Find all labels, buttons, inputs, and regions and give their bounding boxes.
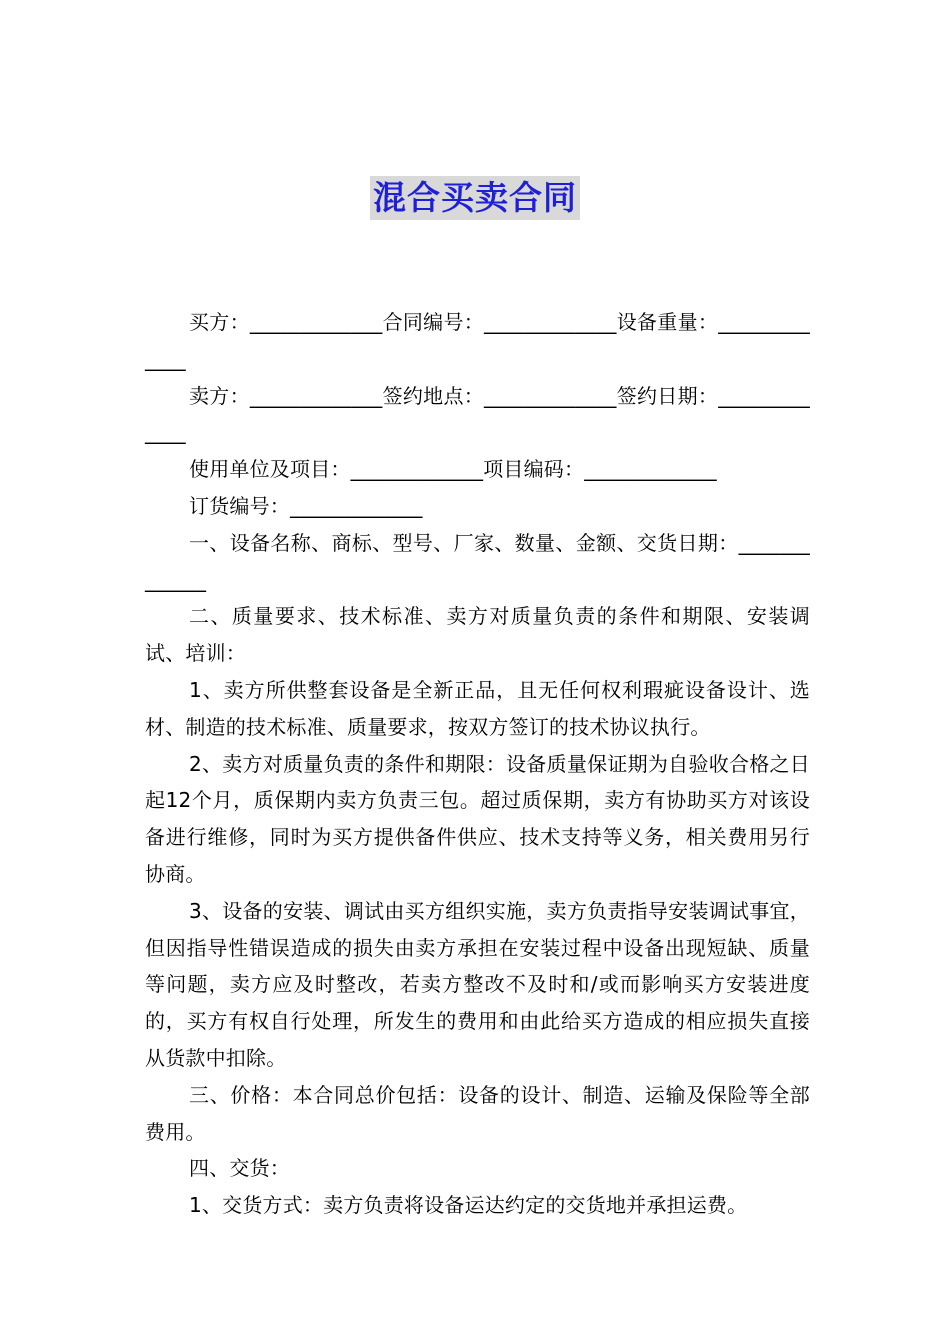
section-2-heading: 二、质量要求、技术标准、卖方对质量负责的条件和期限、安装调试、培训： xyxy=(145,604,810,666)
clause-2-2: 2、卖方对质量负责的条件和期限：设备质量保证期为自验收合格之日起12个月，质保期内卖方负责三包。超过质保期，卖方有协助买方对该设备进行维修，同时为买方提供备件供应、技术支持等义务，相关费用另行协商。 xyxy=(145,751,810,886)
document-title: 混合买卖合同 xyxy=(370,176,580,220)
order-number-line: 订货编号：_____________ xyxy=(189,493,423,518)
document-body xyxy=(145,304,810,1224)
seller-line: 卖方：_____________签约地点：_____________签约日期：_____________ xyxy=(145,383,810,445)
section-3-price: 三、价格：本合同总价包括：设备的设计、制造、运输及保险等全部费用。 xyxy=(145,1082,810,1144)
buyer-line: 买方：_____________合同编号：_____________设备重量：_____________ xyxy=(145,310,810,371)
clause-2-3: 3、设备的安装、调试由买方组织实施，卖方负责指导安装调试事宜，但因指导性错误造成的损失由卖方承担在安装过程中设备出现短缺、质量等问题，卖方应及时整改，若卖方整改不及时和/或而影响买方安装进度的，买方有权自行处理，所发生的费用和由此给买方造成的相应损失直接从货款中扣除。 xyxy=(145,898,810,1070)
clause-2-1: 1、卖方所供整套设备是全新正品，且无任何权利瑕疵设备设计、选材、制造的技术标准、质量要求，按双方签订的技术协议执行。 xyxy=(145,677,810,739)
section-4-heading: 四、交货： xyxy=(189,1156,290,1181)
title-block xyxy=(0,176,950,220)
clause-4-1: 1、交货方式：卖方负责将设备运达约定的交货地并承担运费。 xyxy=(189,1193,748,1218)
section-1-heading: 一、设备名称、商标、型号、厂家、数量、金额、交货日期：_____________ xyxy=(145,530,810,592)
user-unit-line: 使用单位及项目：_____________项目编码：_____________ xyxy=(189,457,717,482)
